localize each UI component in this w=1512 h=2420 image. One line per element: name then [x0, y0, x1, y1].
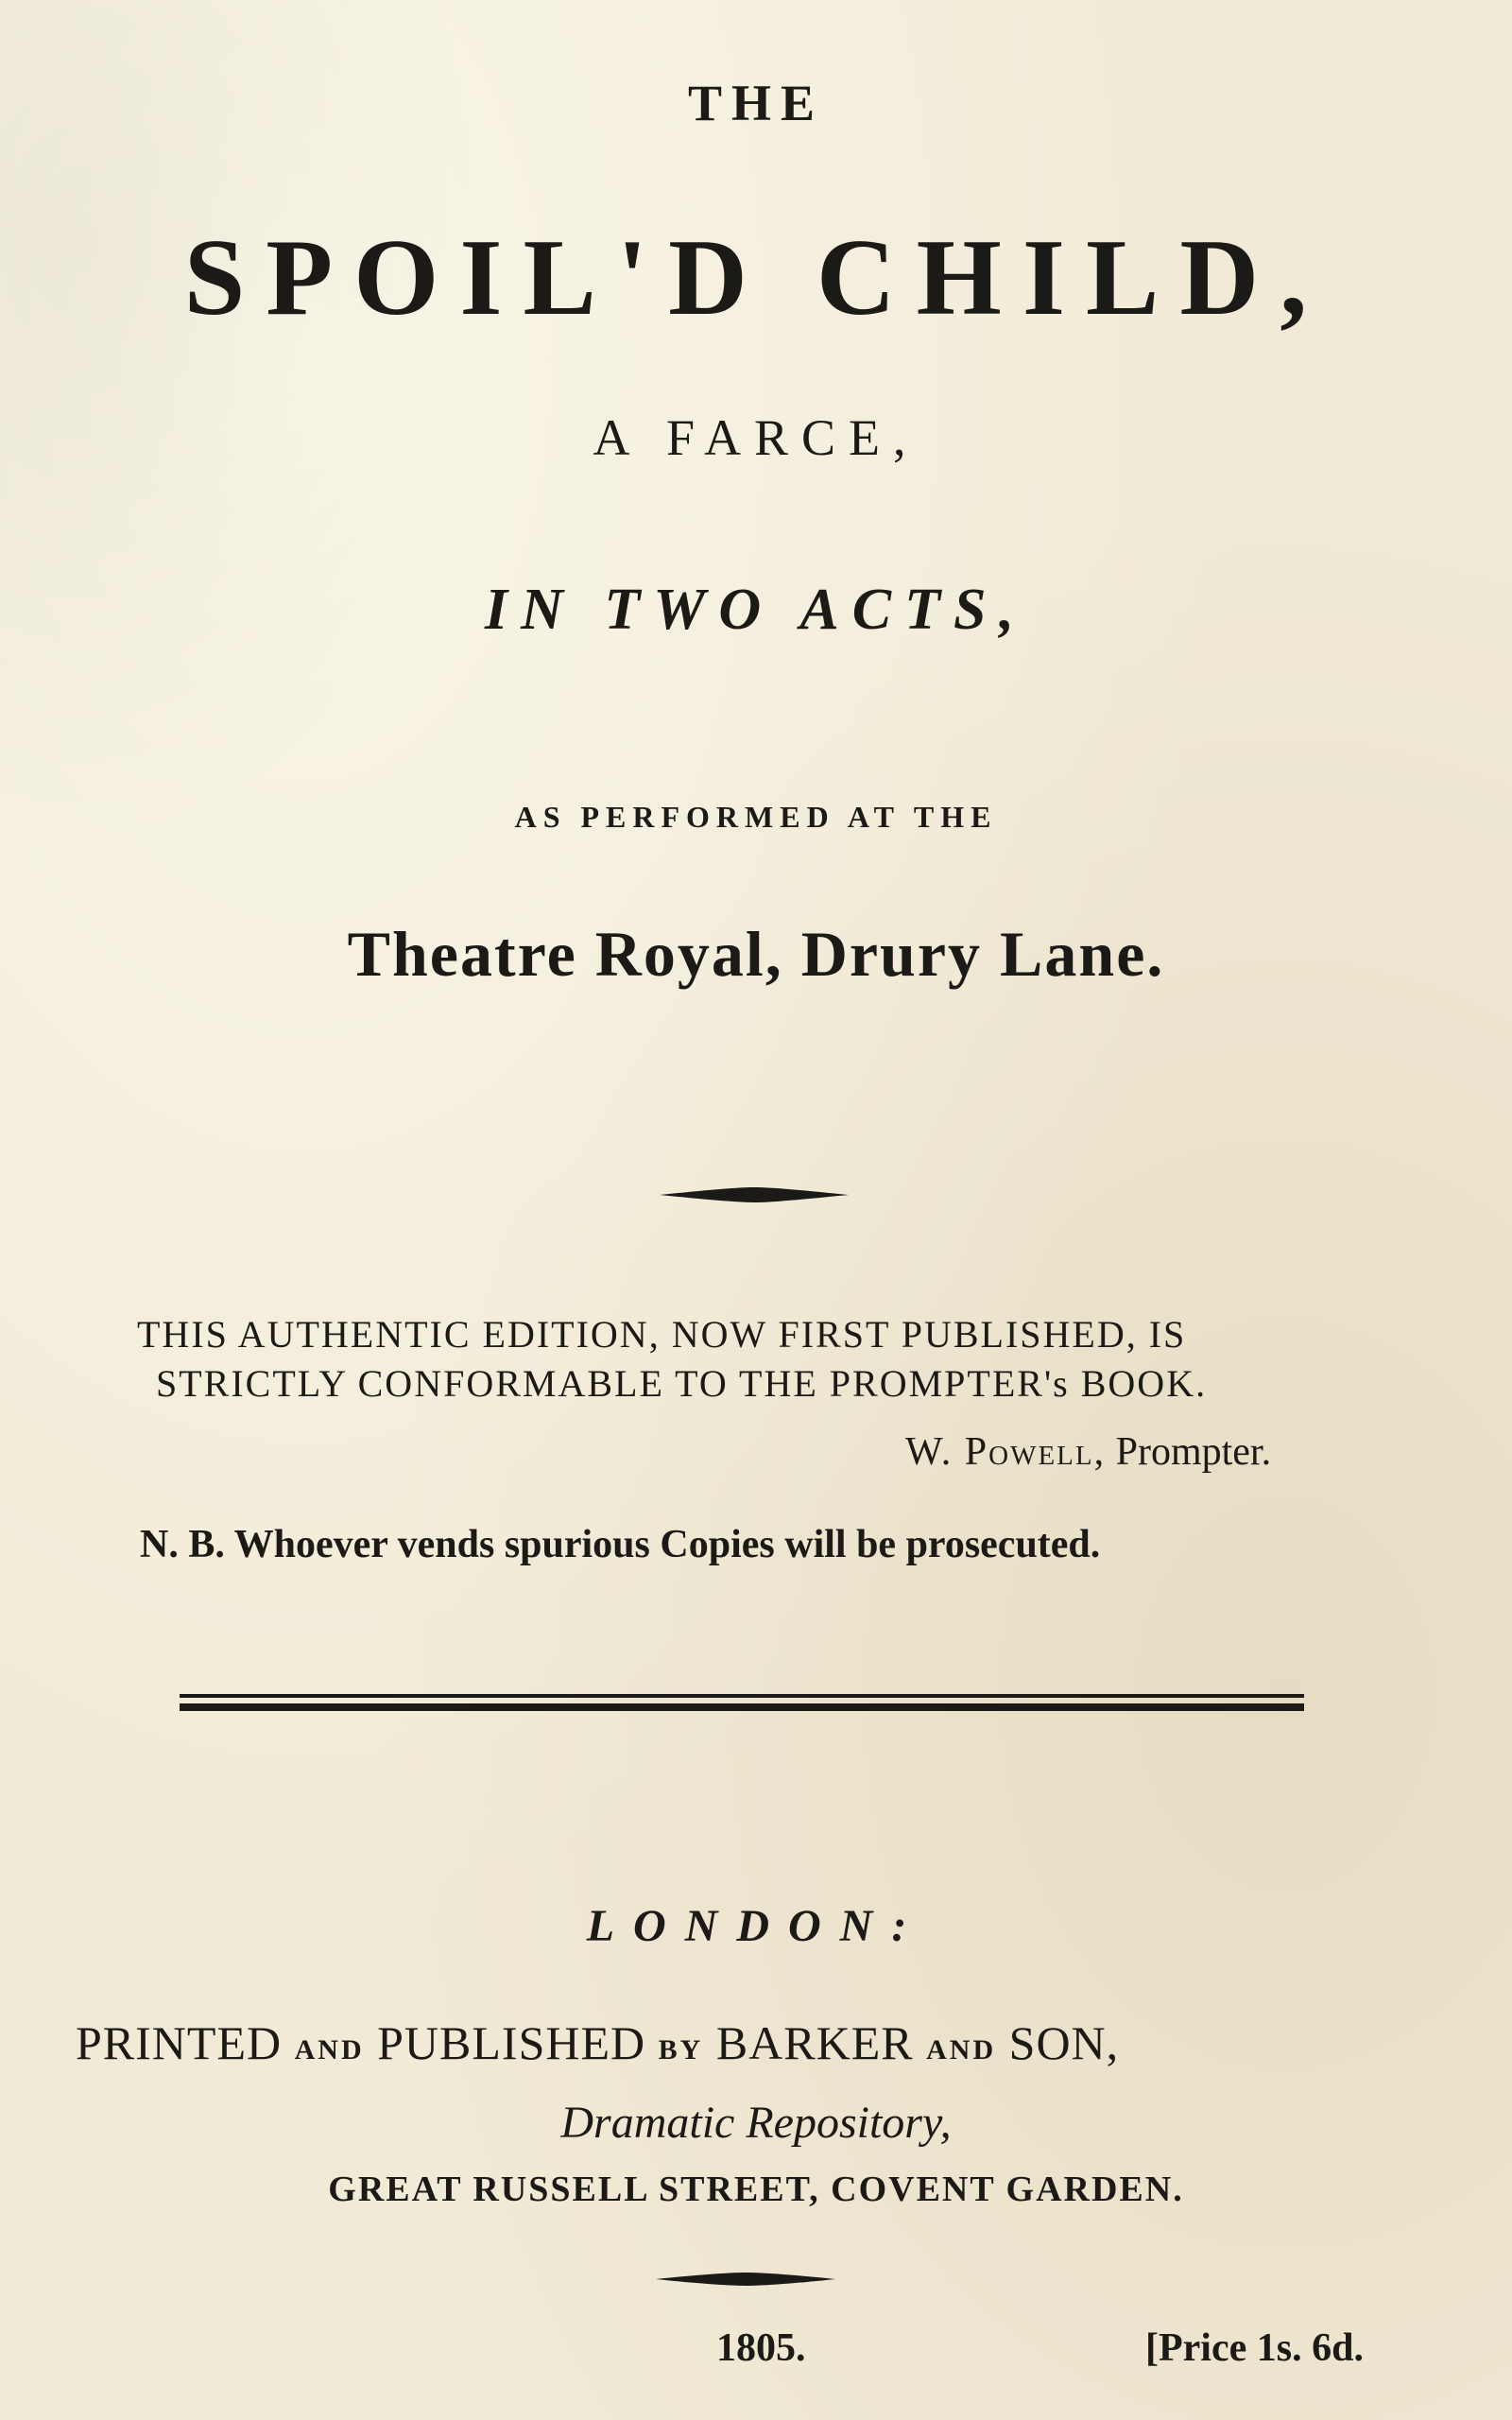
prompter-name: W. Powell,: [905, 1430, 1107, 1474]
play-subtitle: A FARCE,: [593, 409, 919, 466]
imprint-published: PUBLISHED: [377, 2016, 646, 2069]
imprint-publisher-line: [76, 2015, 1436, 2070]
imprint-repository: Dramatic Repository,: [560, 2098, 952, 2148]
prompter-signature: [905, 1429, 1271, 1475]
prompter-role: Prompter.: [1115, 1430, 1272, 1474]
ornament-divider-bottom: [656, 2269, 835, 2290]
imprint-printed: PRINTED: [76, 2016, 283, 2069]
imprint-year: 1805.: [716, 2326, 806, 2370]
theatre-name: Theatre Royal, Drury Lane.: [347, 918, 1165, 990]
imprint-son: SON,: [1008, 2016, 1120, 2069]
title-article: THE: [687, 75, 825, 131]
imprint-by: BY: [658, 2034, 704, 2066]
ornament-divider-top: [660, 1184, 849, 1206]
imprint-and-2: AND: [926, 2034, 997, 2066]
piracy-warning: N. B. Whoever vends spurious Copies will be prosecuted.: [140, 1523, 1101, 1566]
notice-line-1: THIS AUTHENTIC EDITION, NOW FIRST PUBLISHED, IS: [137, 1313, 1187, 1356]
imprint-barker: BARKER: [715, 2016, 914, 2069]
notice-line-2: STRICTLY CONFORMABLE TO THE PROMPTER's BOOK.: [156, 1362, 1208, 1405]
performed-at: AS PERFORMED AT THE: [514, 800, 998, 834]
play-acts: IN TWO ACTS,: [485, 578, 1027, 642]
double-rule: [180, 1690, 1304, 1717]
imprint-price: [Price 1s. 6d.: [1145, 2326, 1364, 2370]
imprint-and-1: AND: [294, 2034, 365, 2066]
imprint-street: GREAT RUSSELL STREET, COVENT GARDEN.: [328, 2169, 1184, 2209]
imprint-city: LONDON:: [586, 1901, 926, 1951]
play-title: SPOIL'D CHILD,: [183, 217, 1329, 338]
